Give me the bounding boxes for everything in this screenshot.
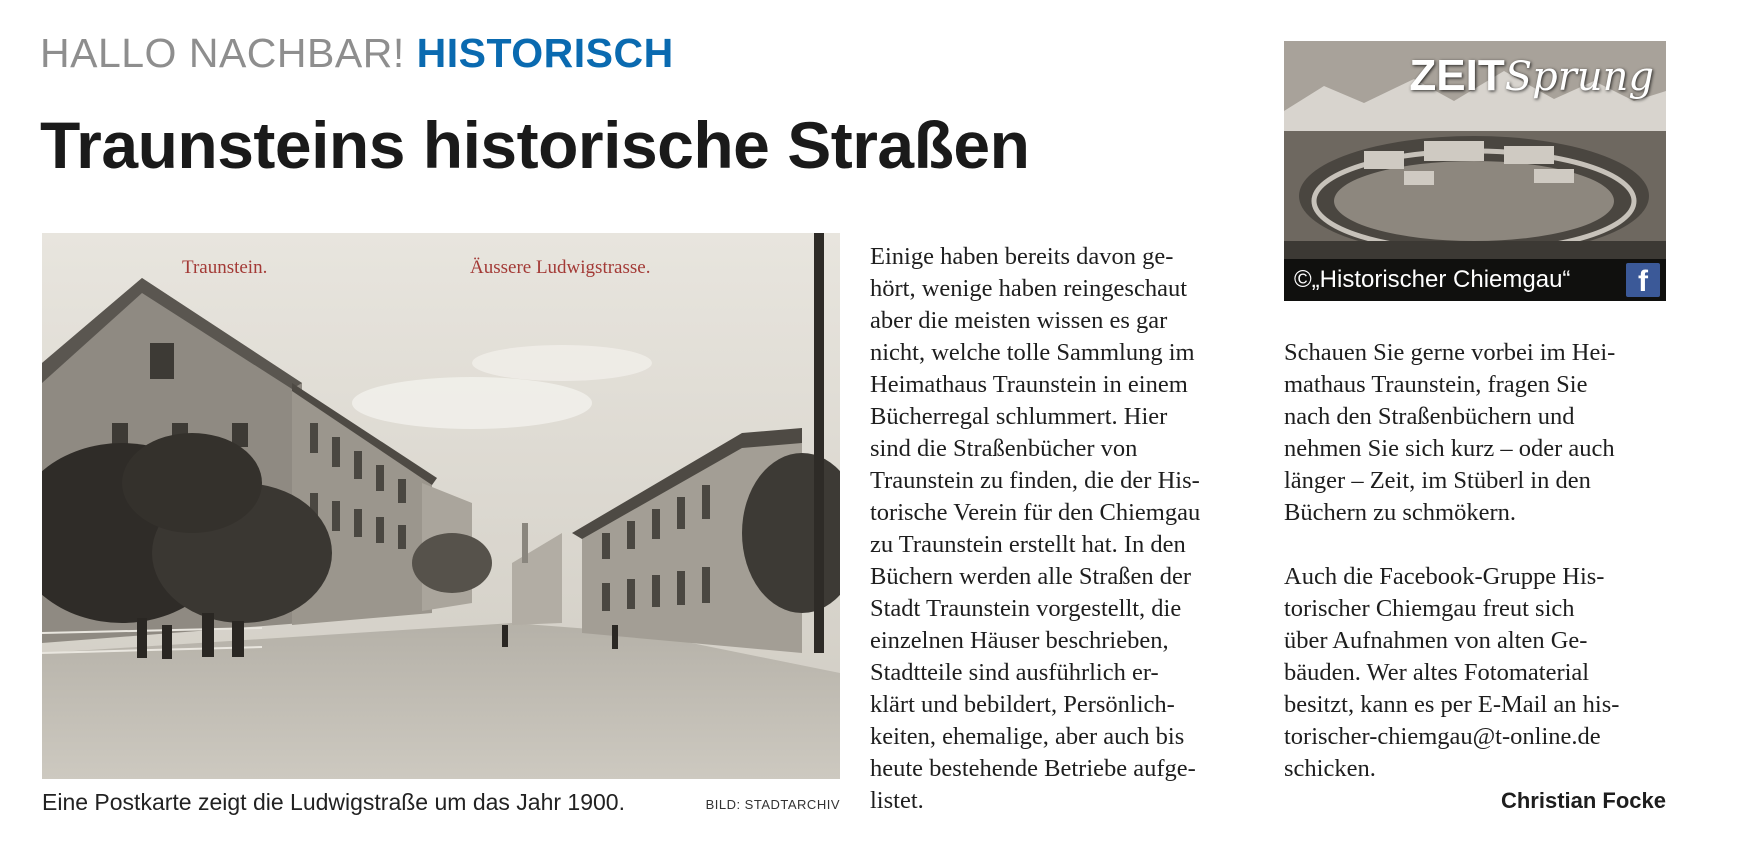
- article-headline: Traunsteins historische Straßen: [40, 108, 1030, 182]
- logo-sprung: Sprung: [1504, 54, 1654, 100]
- text-line: länger – Zeit, im Stüberl in den: [1284, 467, 1591, 494]
- text-line: nach den Straßenbüchern und: [1284, 403, 1575, 430]
- article-column-2: [1284, 337, 1664, 785]
- copyright-text: ©„Historischer Chiemgau“: [1294, 266, 1571, 293]
- body-paragraph-1: [870, 241, 1250, 817]
- text-line: Büchern zu schmökern.: [1284, 499, 1516, 526]
- author-byline: Christian Focke: [1500, 788, 1666, 813]
- photo-caption: [42, 789, 840, 819]
- postcard-sign-left: Traunstein.: [182, 257, 268, 278]
- text-line: Büchern werden alle Straßen der: [870, 563, 1192, 590]
- text-line: hört, wenige haben reingeschaut: [870, 275, 1188, 302]
- postcard-sign-right: Äussere Ludwigstrasse.: [470, 257, 651, 278]
- text-line: besitzt, kann es per E-Mail an his-: [1284, 691, 1620, 718]
- kicker-category: HISTORISCH: [416, 30, 674, 76]
- caption-text: Eine Postkarte zeigt die Ludwigstraße um das Jahr 1900.: [42, 789, 625, 815]
- text-line: keiten, ehemalige, aber auch bis: [870, 723, 1185, 750]
- postcard-photo: [42, 233, 840, 779]
- text-line: nehmen Sie sich kurz – oder auch: [1284, 435, 1615, 462]
- text-line: nicht, welche tolle Sammlung im: [870, 339, 1195, 366]
- text-line: Stadt Traunstein vorgestellt, die: [870, 595, 1182, 622]
- facebook-icon: f: [1626, 263, 1660, 297]
- text-line: torischer-chiemgau@t-online.de: [1284, 723, 1601, 750]
- body-paragraph-3: [1284, 561, 1664, 785]
- text-line: Einige haben bereits davon ge-: [870, 243, 1174, 270]
- text-line: einzelnen Häuser beschrieben,: [870, 627, 1169, 654]
- zeitsprung-logo: [1409, 51, 1654, 101]
- text-line: klärt und bebildert, Persönlich-: [870, 691, 1175, 718]
- photo-credit: BILD: STADTARCHIV: [705, 797, 840, 812]
- teaser-copyright: [1284, 259, 1666, 301]
- text-line: über Aufnahmen von alten Ge-: [1284, 627, 1588, 654]
- text-line: Traunstein zu finden, die der His-: [870, 467, 1200, 494]
- zeitsprung-teaser-image: [1284, 41, 1666, 301]
- body-paragraph-2: [1284, 337, 1664, 529]
- section-kicker: [40, 30, 674, 77]
- text-line: aber die meisten wissen es gar: [870, 307, 1168, 334]
- text-line: Schauen Sie gerne vorbei im Hei-: [1284, 339, 1616, 366]
- logo-zeit: ZEIT: [1409, 51, 1505, 100]
- text-line: heute bestehende Betriebe aufge-: [870, 755, 1196, 782]
- text-line: listet.: [870, 787, 924, 814]
- text-line: Stadtteile sind ausführlich er-: [870, 659, 1159, 686]
- text-line: zu Traunstein erstellt hat. In den: [870, 531, 1186, 558]
- text-line: Bücherregal schlummert. Hier: [870, 403, 1168, 430]
- article-column-1: [870, 241, 1250, 817]
- text-line: schicken.: [1284, 755, 1376, 782]
- text-line: Heimathaus Traunstein in einem: [870, 371, 1188, 398]
- kicker-label: HALLO NACHBAR!: [40, 30, 405, 76]
- text-line: bäuden. Wer altes Fotomaterial: [1284, 659, 1590, 686]
- postcard-street-illustration: [42, 233, 840, 779]
- text-line: torischer Chiemgau freut sich: [1284, 595, 1575, 622]
- text-line: sind die Straßenbücher von: [870, 435, 1138, 462]
- text-line: Auch die Facebook-Gruppe His-: [1284, 563, 1605, 590]
- text-line: mathaus Traunstein, fragen Sie: [1284, 371, 1588, 398]
- text-line: torische Verein für den Chiemgau: [870, 499, 1201, 526]
